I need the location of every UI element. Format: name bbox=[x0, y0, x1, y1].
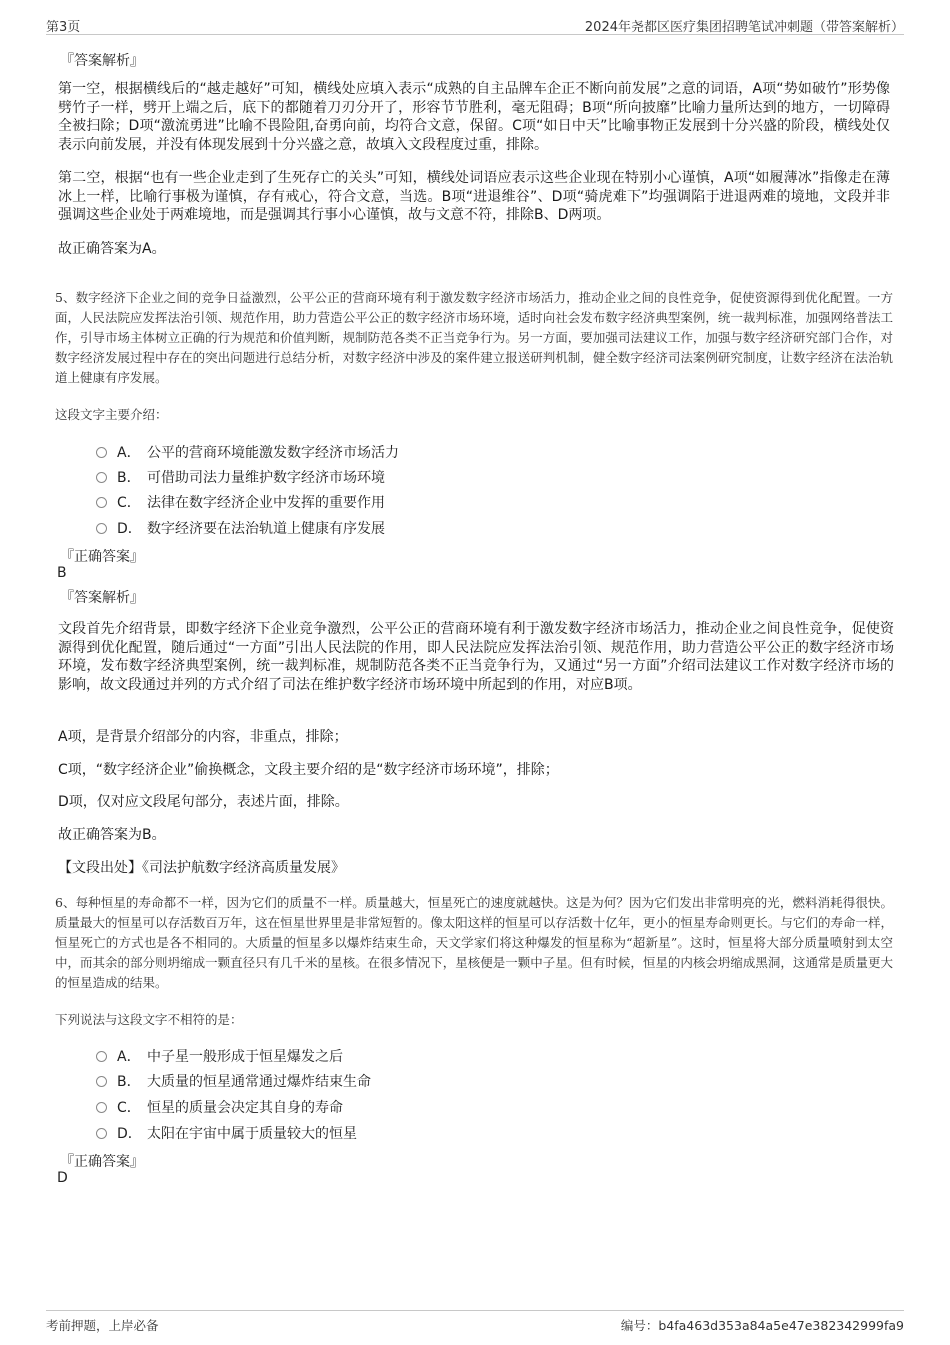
q5-option-a[interactable]: A． 公平的营商环境能激发数字经济市场活力 bbox=[96, 442, 399, 462]
radio-icon[interactable] bbox=[96, 497, 107, 508]
q4-conclusion: 故正确答案为A。 bbox=[58, 241, 166, 257]
q5-answer-label: 『正确答案』 bbox=[60, 549, 144, 565]
radio-icon[interactable] bbox=[96, 1051, 107, 1062]
q4-analysis-paragraph-2: 第二空，根据“也有一些企业走到了生死存亡的关头”可知，横线处词语应表示这些企业现在特别小心谨慎，A项“如履薄冰”指像走在薄冰上一样，比喻行事极为谨慎，存有戒心，符合文意，当选。B项“进退维谷”、D项“骑虎难下”均强调陷于进退两难的境地，文段并非强调这些企业处于两难境地，而是强调其行事小心谨慎，故与文意不符，排除B、D两项。 bbox=[58, 170, 890, 223]
page-header bbox=[46, 14, 904, 35]
q5-analysis-a: A项，是背景介绍部分的内容，非重点，排除； bbox=[58, 729, 348, 745]
q5-analysis-d: D项，仅对应文段尾句部分，表述片面，排除。 bbox=[58, 794, 349, 810]
q5-analysis-paragraph: 文段首先介绍背景，即数字经济下企业竞争激烈，公平公正的营商环境有利于激发数字经济市场活力，推动企业之间良性竞争，促使资源得到优化配置，随后通过“一方面”引出人民法院的作用，即人民法院应发挥法治引领、规范作用，助力营造公平公正的数字经济市场环境，发布数字经济典型案例，统一裁判标准，规制防范各类不正当竞争行为，又通过“另一方面”介绍司法建议工作对数字经济市场的影响，故文段通过并列的方式介绍了司法在维护数字经济市场环境中所起到的作用，对应B项。 bbox=[58, 621, 894, 693]
q6-prompt: 下列说法与这段文字不相符的是： bbox=[55, 1012, 243, 1027]
q5-prompt: 这段文字主要介绍： bbox=[55, 407, 168, 422]
q5-analysis-c: C项，“数字经济企业”偷换概念，文段主要介绍的是“数字经济市场环境”，排除； bbox=[58, 762, 559, 778]
footer-serial: 编号：b4fa463d353a84a5e47e382342999fa9 bbox=[620, 1318, 904, 1333]
q6-option-b[interactable]: B． 大质量的恒星通常通过爆炸结束生命 bbox=[96, 1071, 371, 1091]
q6-answer: D bbox=[57, 1170, 68, 1186]
radio-icon[interactable] bbox=[96, 472, 107, 483]
page-footer bbox=[46, 1310, 904, 1335]
q5-stem: 5、数字经济下企业之间的竞争日益激烈，公平公正的营商环境有利于激发数字经济市场活力，推动企业之间的良性竞争，促使资源得到优化配置。一方面，人民法院应发挥法治引领、规范作用，助力营造公平公正的数字经济市场环境，适时向社会发布数字经济典型案例，统一裁判标准，加强网络普法工作，引导市场主体树立正确的行为规范和价值判断，规制防范各类不正当竞争行为。另一方面，要加强司法建议工作，加强与数字经济研究部门合作，对数字经济发展过程中存在的突出问题进行总结分析，对数字经济中涉及的案件建立报送研判机制，健全数字经济司法案例研究制度，让数字经济在法治轨道上健康有序发展。 bbox=[55, 290, 893, 385]
q5-analysis-label: 『答案解析』 bbox=[60, 590, 144, 606]
q5-answer: B bbox=[57, 565, 67, 581]
q5-source: 【文段出处】《司法护航数字经济高质量发展》 bbox=[58, 860, 345, 876]
q5-option-d[interactable]: D． 数字经济要在法治轨道上健康有序发展 bbox=[96, 518, 385, 538]
radio-icon[interactable] bbox=[96, 1076, 107, 1087]
radio-icon[interactable] bbox=[96, 1102, 107, 1113]
q5-option-b[interactable]: B． 可借助司法力量维护数字经济市场环境 bbox=[96, 467, 385, 487]
document-title: 2024年尧都区医疗集团招聘笔试冲刺题（带答案解析） bbox=[584, 20, 904, 35]
q5-conclusion: 故正确答案为B。 bbox=[58, 827, 166, 843]
radio-icon[interactable] bbox=[96, 523, 107, 534]
q6-answer-label: 『正确答案』 bbox=[60, 1154, 144, 1170]
q4-analysis-paragraph-1: 第一空，根据横线后的“越走越好”可知，横线处应填入表示“成熟的自主品牌车企正不断向前发展”之意的词语，A项“势如破竹”形势像劈竹子一样，劈开上端之后，底下的都随着刀刃分开了，形容节节胜利，毫无阻碍；B项“所向披靡”比喻力量所达到的地方，一切障碍全被扫除；D项“激流勇进”比喻不畏险阻,奋勇向前，均符合文意，保留。C项“如日中天”比喻事物正发展到十分兴盛的阶段，横线处仅表示向前发展，并没有体现发展到十分兴盛之意，故填入文段程度过重，排除。 bbox=[58, 81, 890, 153]
q5-option-c[interactable]: C． 法律在数字经济企业中发挥的重要作用 bbox=[96, 492, 385, 512]
footer-slogan: 考前押题，上岸必备 bbox=[46, 1318, 159, 1333]
radio-icon[interactable] bbox=[96, 447, 107, 458]
q6-option-c[interactable]: C． 恒星的质量会决定其自身的寿命 bbox=[96, 1097, 343, 1117]
radio-icon[interactable] bbox=[96, 1128, 107, 1139]
q6-option-a[interactable]: A． 中子星一般形成于恒星爆发之后 bbox=[96, 1046, 343, 1066]
page-number: 第3页 bbox=[46, 20, 81, 35]
q4-analysis-label: 『答案解析』 bbox=[60, 53, 144, 69]
q6-option-d[interactable]: D． 太阳在宇宙中属于质量较大的恒星 bbox=[96, 1123, 357, 1143]
q6-stem: 6、每种恒星的寿命都不一样，因为它们的质量不一样。质量越大，恒星死亡的速度就越快。这是为何？因为它们发出非常明亮的光，燃料消耗得很快。质量最大的恒星可以存活数百万年，这在恒星世界里是非常短暂的。像太阳这样的恒星可以存活数十亿年，更小的恒星寿命则更长。与它们的寿命一样，恒星死亡的方式也是各不相同的。大质量的恒星多以爆炸结束生命，天文学家们将这种爆发的恒星称为“超新星”。这时，恒星将大部分质量喷射到太空中，而其余的部分则坍缩成一颗直径只有几千米的星核。在很多情况下，星核便是一颗中子星。但有时候，恒星的内核会坍缩成黑洞，这通常是质量更大的恒星造成的结果。 bbox=[55, 895, 893, 990]
